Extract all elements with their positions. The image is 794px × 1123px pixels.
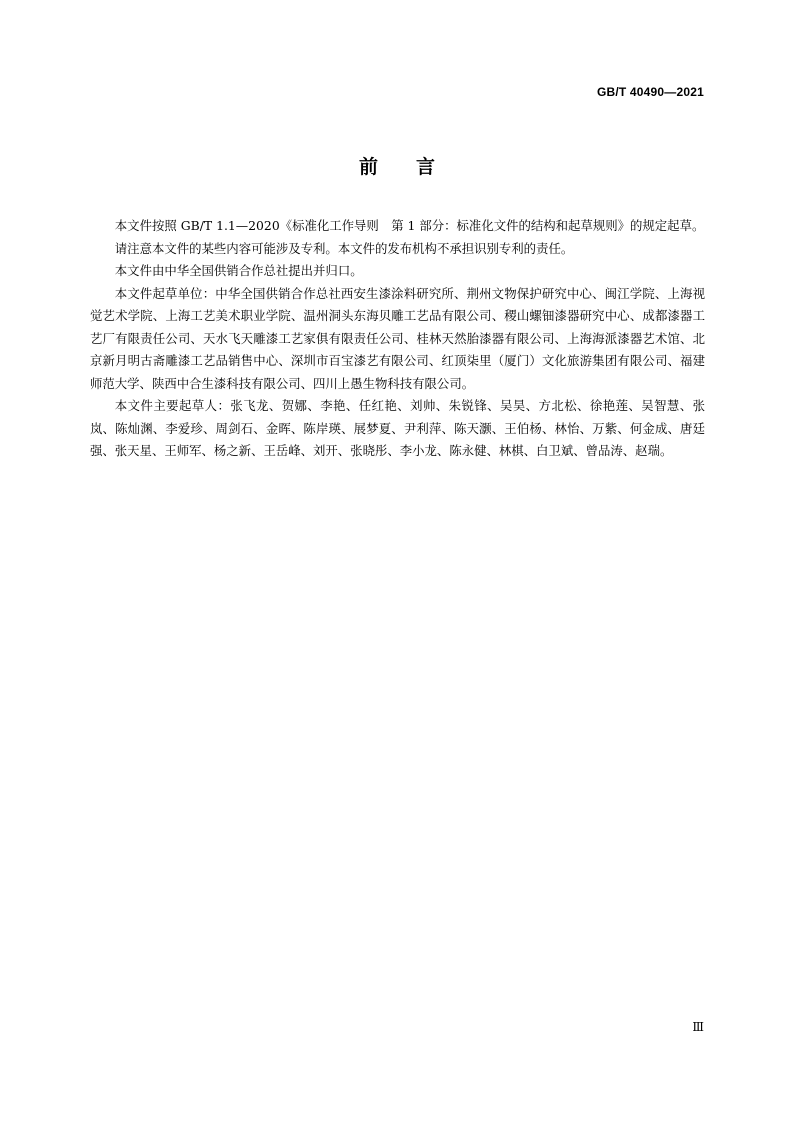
paragraph-drafters: 本文件主要起草人：张飞龙、贺娜、李艳、任红艳、刘帅、朱锐锋、吴昊、方北松、徐艳莲、吴智慧、张岚、陈灿渊、李爱珍、周剑石、金晖、陈岸瑛、展梦夏、尹利萍、陈天灏、王伯杨、林怡、万紫、何金成、唐廷强、张天星、王师军、杨之新、王岳峰、刘开、张晓彤、李小龙、陈永健、林棋、白卫斌、曾品涛、赵瑞。	[90, 398, 705, 458]
page-title: 前言	[358, 156, 473, 178]
foreword-body	[90, 215, 705, 463]
paragraph-patent-notice: 请注意本文件的某些内容可能涉及专利。本文件的发布机构不承担识别专利的责任。	[114, 240, 574, 256]
paragraph-drafting-rules: 本文件按照 GB/T 1.1—2020《标准化工作导则 第 1 部分：标准化文件的结构和起草规则》的规定起草。	[114, 218, 705, 233]
standard-number: GB/T 40490—2021	[596, 85, 704, 99]
paragraph-proposer: 本文件由中华全国供销合作总社提出并归口。	[114, 263, 363, 278]
paragraph-drafting-units: 本文件起草单位：中华全国供销合作总社西安生漆涂料研究所、荆州文物保护研究中心、闽江学院、上海视觉艺术学院、上海工艺美术职业学院、温州洞头东海贝雕工艺品有限公司、稷山螺钿漆器研究中心、成都漆器工艺厂有限责任公司、天水飞天雕漆工艺家俱有限责任公司、桂林天然胎漆器有限公司、上海海派漆器艺术馆、北京新月明古斋雕漆工艺品销售中心、深圳市百宝漆艺有限公司、红顶柒里（厦门）文化旅游集团有限公司、福建师范大学、陕西中合生漆科技有限公司、四川上愚生物科技有限公司。	[90, 285, 705, 391]
page-number: Ⅲ	[692, 1020, 704, 1034]
